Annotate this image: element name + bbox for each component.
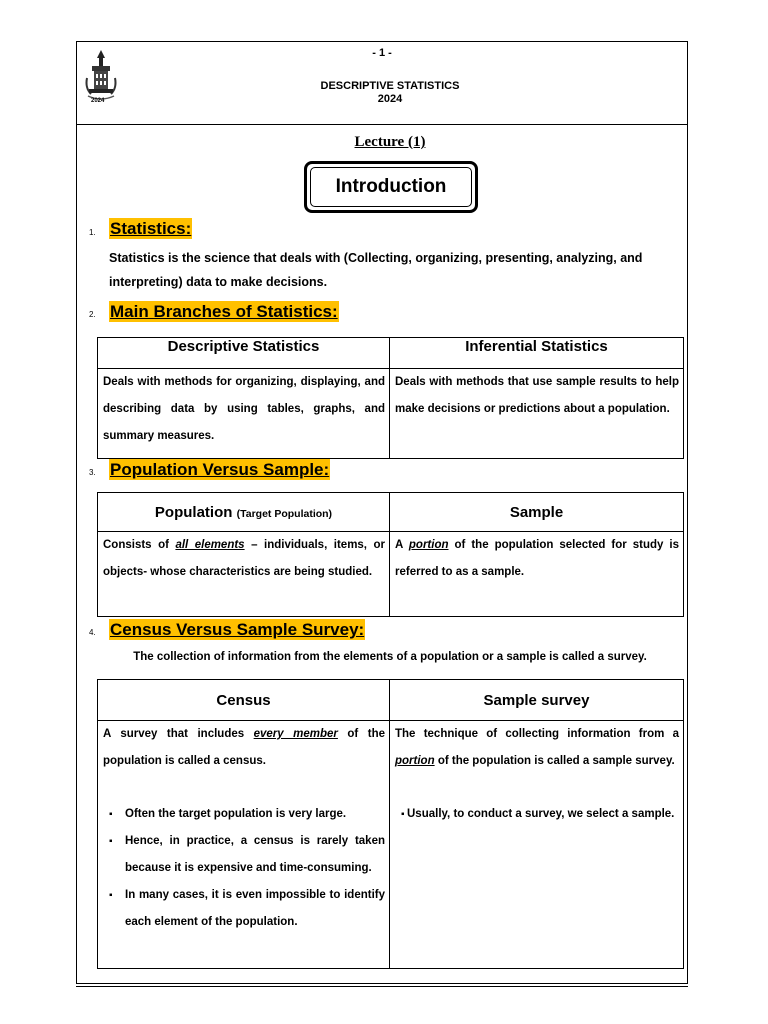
section-number-3: 3. xyxy=(89,468,96,477)
list-item: ▪ In many cases, it is even impossible to identify each element of the population. xyxy=(103,882,385,936)
lecture-heading: Lecture (1) xyxy=(354,134,426,150)
document-page xyxy=(76,41,688,984)
sample-header: Sample xyxy=(390,493,684,532)
census-header: Census xyxy=(98,680,390,721)
list-item: ▪ Hence, in practice, a census is rarely taken because it is expensive and time-consuming. xyxy=(103,828,385,882)
population-definition-emphasis: all elements xyxy=(175,539,245,551)
introduction-title: Introduction xyxy=(310,167,472,207)
branches-table xyxy=(97,337,684,459)
population-header-note: (Target Population) xyxy=(236,507,333,520)
census-definition xyxy=(98,721,390,969)
sample-survey-bullet-list xyxy=(395,801,679,828)
census-bullet-list xyxy=(103,801,385,936)
census-definition-post: of the population is called a census. xyxy=(103,728,385,767)
census-definition-text xyxy=(103,721,385,775)
sample-survey-definition-pre: The technique of collecting information from a xyxy=(395,728,679,740)
logo-year: 2024 xyxy=(91,98,105,104)
list-item: ▪ Usually, to conduct a survey, we select a sample. xyxy=(395,801,679,828)
section-number-4: 4. xyxy=(89,628,96,637)
sample-definition-post: of the population selected for study is referred to as a sample. xyxy=(395,539,679,578)
sample-definition-emphasis: portion xyxy=(408,539,449,551)
sample-survey-definition-emphasis: portion xyxy=(395,755,435,767)
census-definition-emphasis: every member xyxy=(253,728,338,740)
census-definition-pre: A survey that includes xyxy=(103,728,245,740)
population-header-label: Population xyxy=(154,503,233,521)
population-definition-pre: Consists of xyxy=(103,539,169,551)
survey-definition: The collection of information from the elements of a population or a sample is called a survey. xyxy=(133,651,647,663)
census-survey-table xyxy=(97,679,684,969)
sample-survey-definition-text xyxy=(395,721,679,775)
section-number-1: 1. xyxy=(89,228,96,237)
inferential-statistics-header: Inferential Statistics xyxy=(390,338,684,369)
sample-survey-definition-post: of the population is called a sample survey. xyxy=(437,755,675,767)
list-item: ▪ Often the target population is very large. xyxy=(103,801,385,828)
population-sample-table xyxy=(97,492,684,617)
section-number-2: 2. xyxy=(89,310,96,319)
descriptive-statistics-header: Descriptive Statistics xyxy=(98,338,390,369)
descriptive-statistics-text: Deals with methods for organizing, displaying, and describing data by using tables, graphs, and summary measures. xyxy=(98,369,390,459)
page-header xyxy=(77,42,687,125)
document-title: DESCRIPTIVE STATISTICS xyxy=(320,80,460,92)
sample-definition-pre: A xyxy=(395,539,403,551)
section-title-population-sample: Population Versus Sample: xyxy=(110,460,330,479)
sample-survey-definition xyxy=(390,721,684,969)
population-header xyxy=(98,493,390,532)
page-number: - 1 - xyxy=(372,47,392,59)
sample-definition xyxy=(390,532,684,617)
inferential-statistics-text: Deals with methods that use sample results to help make decisions or predictions about a population. xyxy=(390,369,684,459)
statistics-definition: Statistics is the science that deals with (Collecting, organizing, presenting, analyzing, and interpreting) data to make decisions. xyxy=(109,251,643,289)
document-year: 2024 xyxy=(377,93,403,105)
section-title-branches: Main Branches of Statistics: xyxy=(110,302,338,321)
section-title-census-survey: Census Versus Sample Survey: xyxy=(110,620,365,639)
population-definition xyxy=(98,532,390,617)
population-definition-post: – individuals, items, or objects- whose characteristics are being studied. xyxy=(103,539,386,578)
sample-survey-header: Sample survey xyxy=(390,680,684,721)
introduction-title-box xyxy=(304,161,478,213)
section-title-statistics: Statistics: xyxy=(110,219,192,238)
